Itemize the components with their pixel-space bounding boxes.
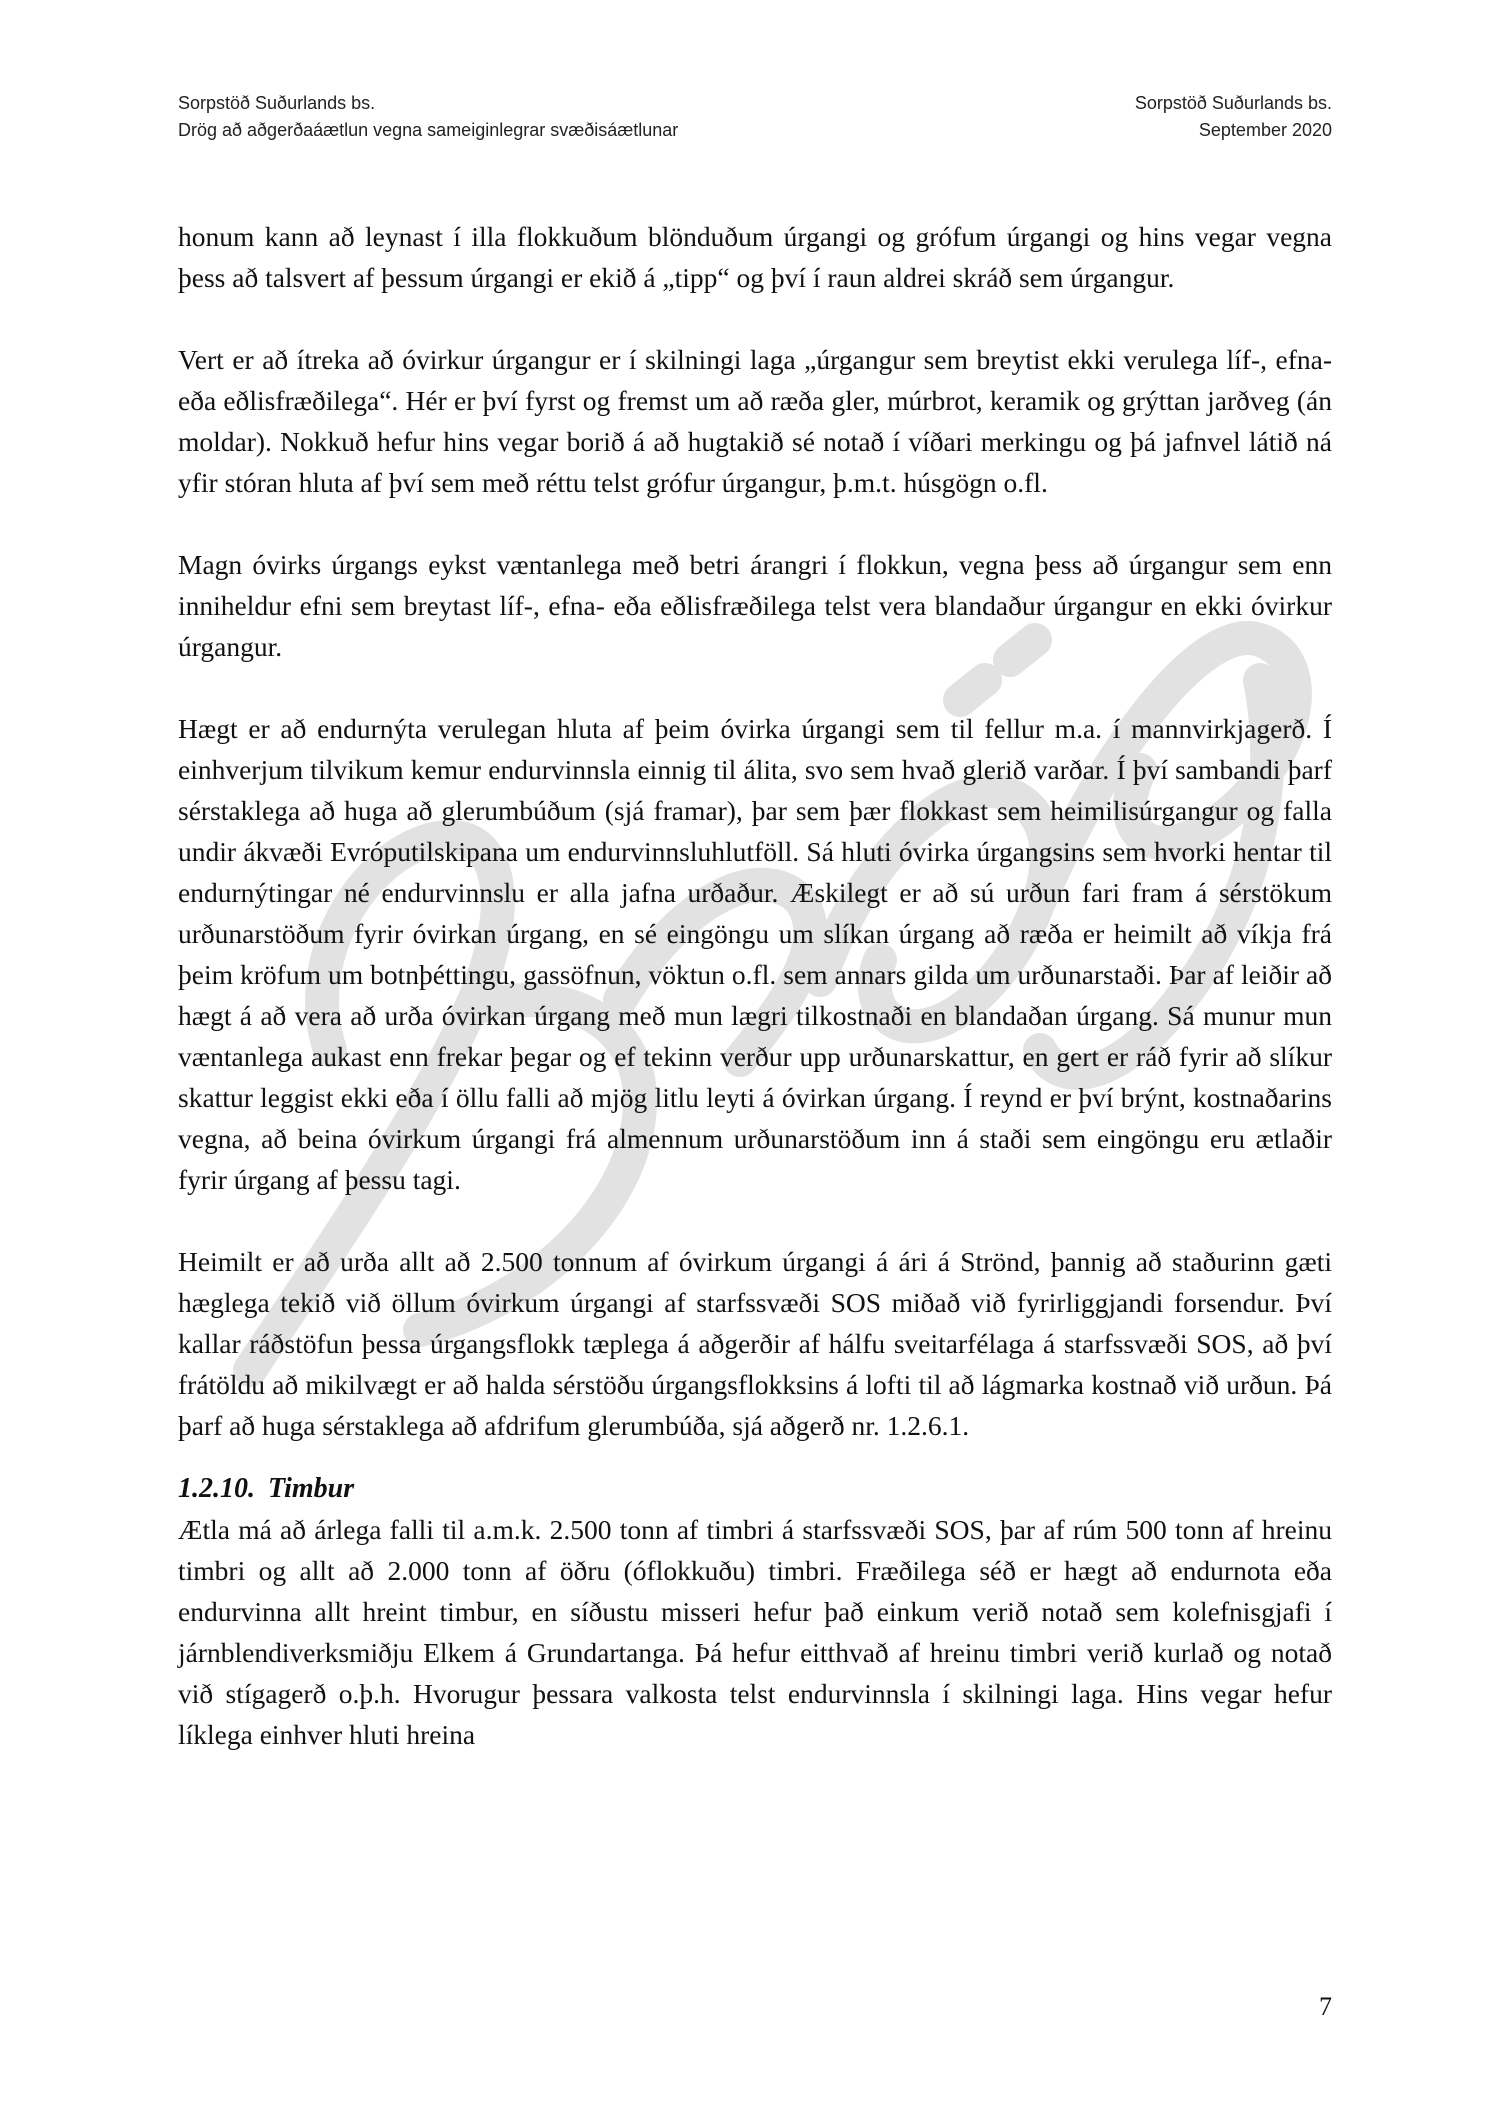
section-number: 1.2.10.: [178, 1473, 255, 1504]
header-organization-right: Sorpstöð Suðurlands bs.: [1134, 93, 1332, 113]
body-paragraph: honum kann að leynast í illa flokkuðum blönduðum úrgangi og grófum úrgangi og hins vegar vegna þess að talsvert af þessum úrgangi er ekið á „tipp“ og því í raun aldrei skráð sem úrgangur.: [178, 221, 1332, 293]
section-title: Timbur: [268, 1473, 355, 1504]
header-document-title: Drög að aðgerðaáætlun vegna sameiginlegrar svæðisáætlunar: [178, 120, 679, 140]
body-paragraph: Vert er að ítreka að óvirkur úrgangur er í skilningi laga „úrgangur sem breytist ekki verulega líf-, efna- eða eðlisfræðilega“. Hér er því fyrst og fremst um að ræða gler, múrbrot, keramik og grýttan jarðveg (án moldar). Nokkuð hefur hins vegar borið á að hugtakið sé notað í víðari merkingu og þá jafnvel látið ná yfir stóran hluta af því sem með réttu telst grófur úrgangur, þ.m.t. húsgögn o.fl.: [178, 344, 1332, 498]
header-date: September 2020: [1198, 120, 1332, 140]
page-body: [178, 216, 1332, 1755]
page-number: 7: [1319, 1992, 1332, 2021]
body-paragraph: Hægt er að endurnýta verulegan hluta af þeim óvirka úrgangi sem til fellur m.a. í mannvirkjagerð. Í einhverjum tilvikum kemur endurvinnsla einnig til álita, svo sem hvað glerið varðar. Í því sambandi þarf sérstaklega að huga að glerumbúðum (sjá framar), þar sem þær flokkast sem heimilisúrgangur og falla undir ákvæði Evróputilskipana um endurvinnsluhlutföll. Sá hluti óvirka úrgangsins sem hvorki hentar til endurnýtingar né endurvinnslu er alla jafna urðaður. Æskilegt er að sú urðun fari fram á sérstökum urðunarstöðum fyrir óvirkan úrgang, en sé eingöngu um slíkan úrgang að ræða er heimilt að víkja frá þeim kröfum um botnþéttingu, gassöfnun, vöktun o.fl. sem annars gilda um urðunarstaði. Þar af leiðir að hægt á að vera að urða óvirkan úrgang með mun lægri tilkostnaði en blandaðan úrgang. Sá munur mun væntanlega aukast enn frekar þegar og ef tekinn verður upp urðunarskattur, en gert er ráð fyrir að slíkur skattur leggist ekki eða í öllu falli að mjög litlu leyti á óvirkan úrgang. Í reynd er því brýnt, kostnaðarins vegna, að beina óvirkum úrgangi frá almennum urðunarstöðum inn á staði sem eingöngu eru ætlaðir fyrir úrgang af þessu tagi.: [178, 713, 1332, 1195]
section-heading: [178, 1468, 1332, 1509]
header-left: [178, 90, 678, 144]
body-paragraph: Magn óvirks úrgangs eykst væntanlega með betri árangri í flokkun, vegna þess að úrgangur sem enn inniheldur efni sem breytast líf-, efna- eða eðlisfræðilega telst vera blandaður úrgangur en ekki óvirkur úrgangur.: [178, 549, 1332, 662]
header-organization: Sorpstöð Suðurlands bs.: [178, 93, 376, 113]
body-paragraph: Heimilt er að urða allt að 2.500 tonnum af óvirkum úrgangi á ári á Strönd, þannig að staðurinn gæti hæglega tekið við öllum óvirkum úrgangi af starfssvæði SOS miðað við fyrirliggjandi forsendur. Því kallar ráðstöfun þessa úrgangsflokk tæplega á aðgerðir af hálfu sveitarfélaga á starfssvæði SOS, að því frátöldu að mikilvægt er að halda sérstöðu úrgangsflokksins á lofti til að lágmarka kostnað við urðun. Þá þarf að huga sérstaklega að afdrifum glerumbúða, sjá aðgerð nr. 1.2.6.1.: [178, 1246, 1332, 1441]
header-right: [1135, 90, 1332, 144]
section-paragraph: Ætla má að árlega falli til a.m.k. 2.500 tonn af timbri á starfssvæði SOS, þar af rúm 500 tonn af hreinu timbri og allt að 2.000 tonn af öðru (óflokkuðu) timbri. Fræðilega séð er hægt að endurnota eða endurvinna allt hreint timbur, en síðustu misseri hefur það einkum verið notað sem kolefnisgjafi í járnblendiverksmiðju Elkem á Grundartanga. Þá hefur eitthvað af hreinu timbri verið kurlað og notað við stígagerð o.þ.h. Hvorugur þessara valkosta telst endurvinnsla í skilningi laga. Hins vegar hefur líklega einhver hluti hreina: [178, 1514, 1332, 1750]
